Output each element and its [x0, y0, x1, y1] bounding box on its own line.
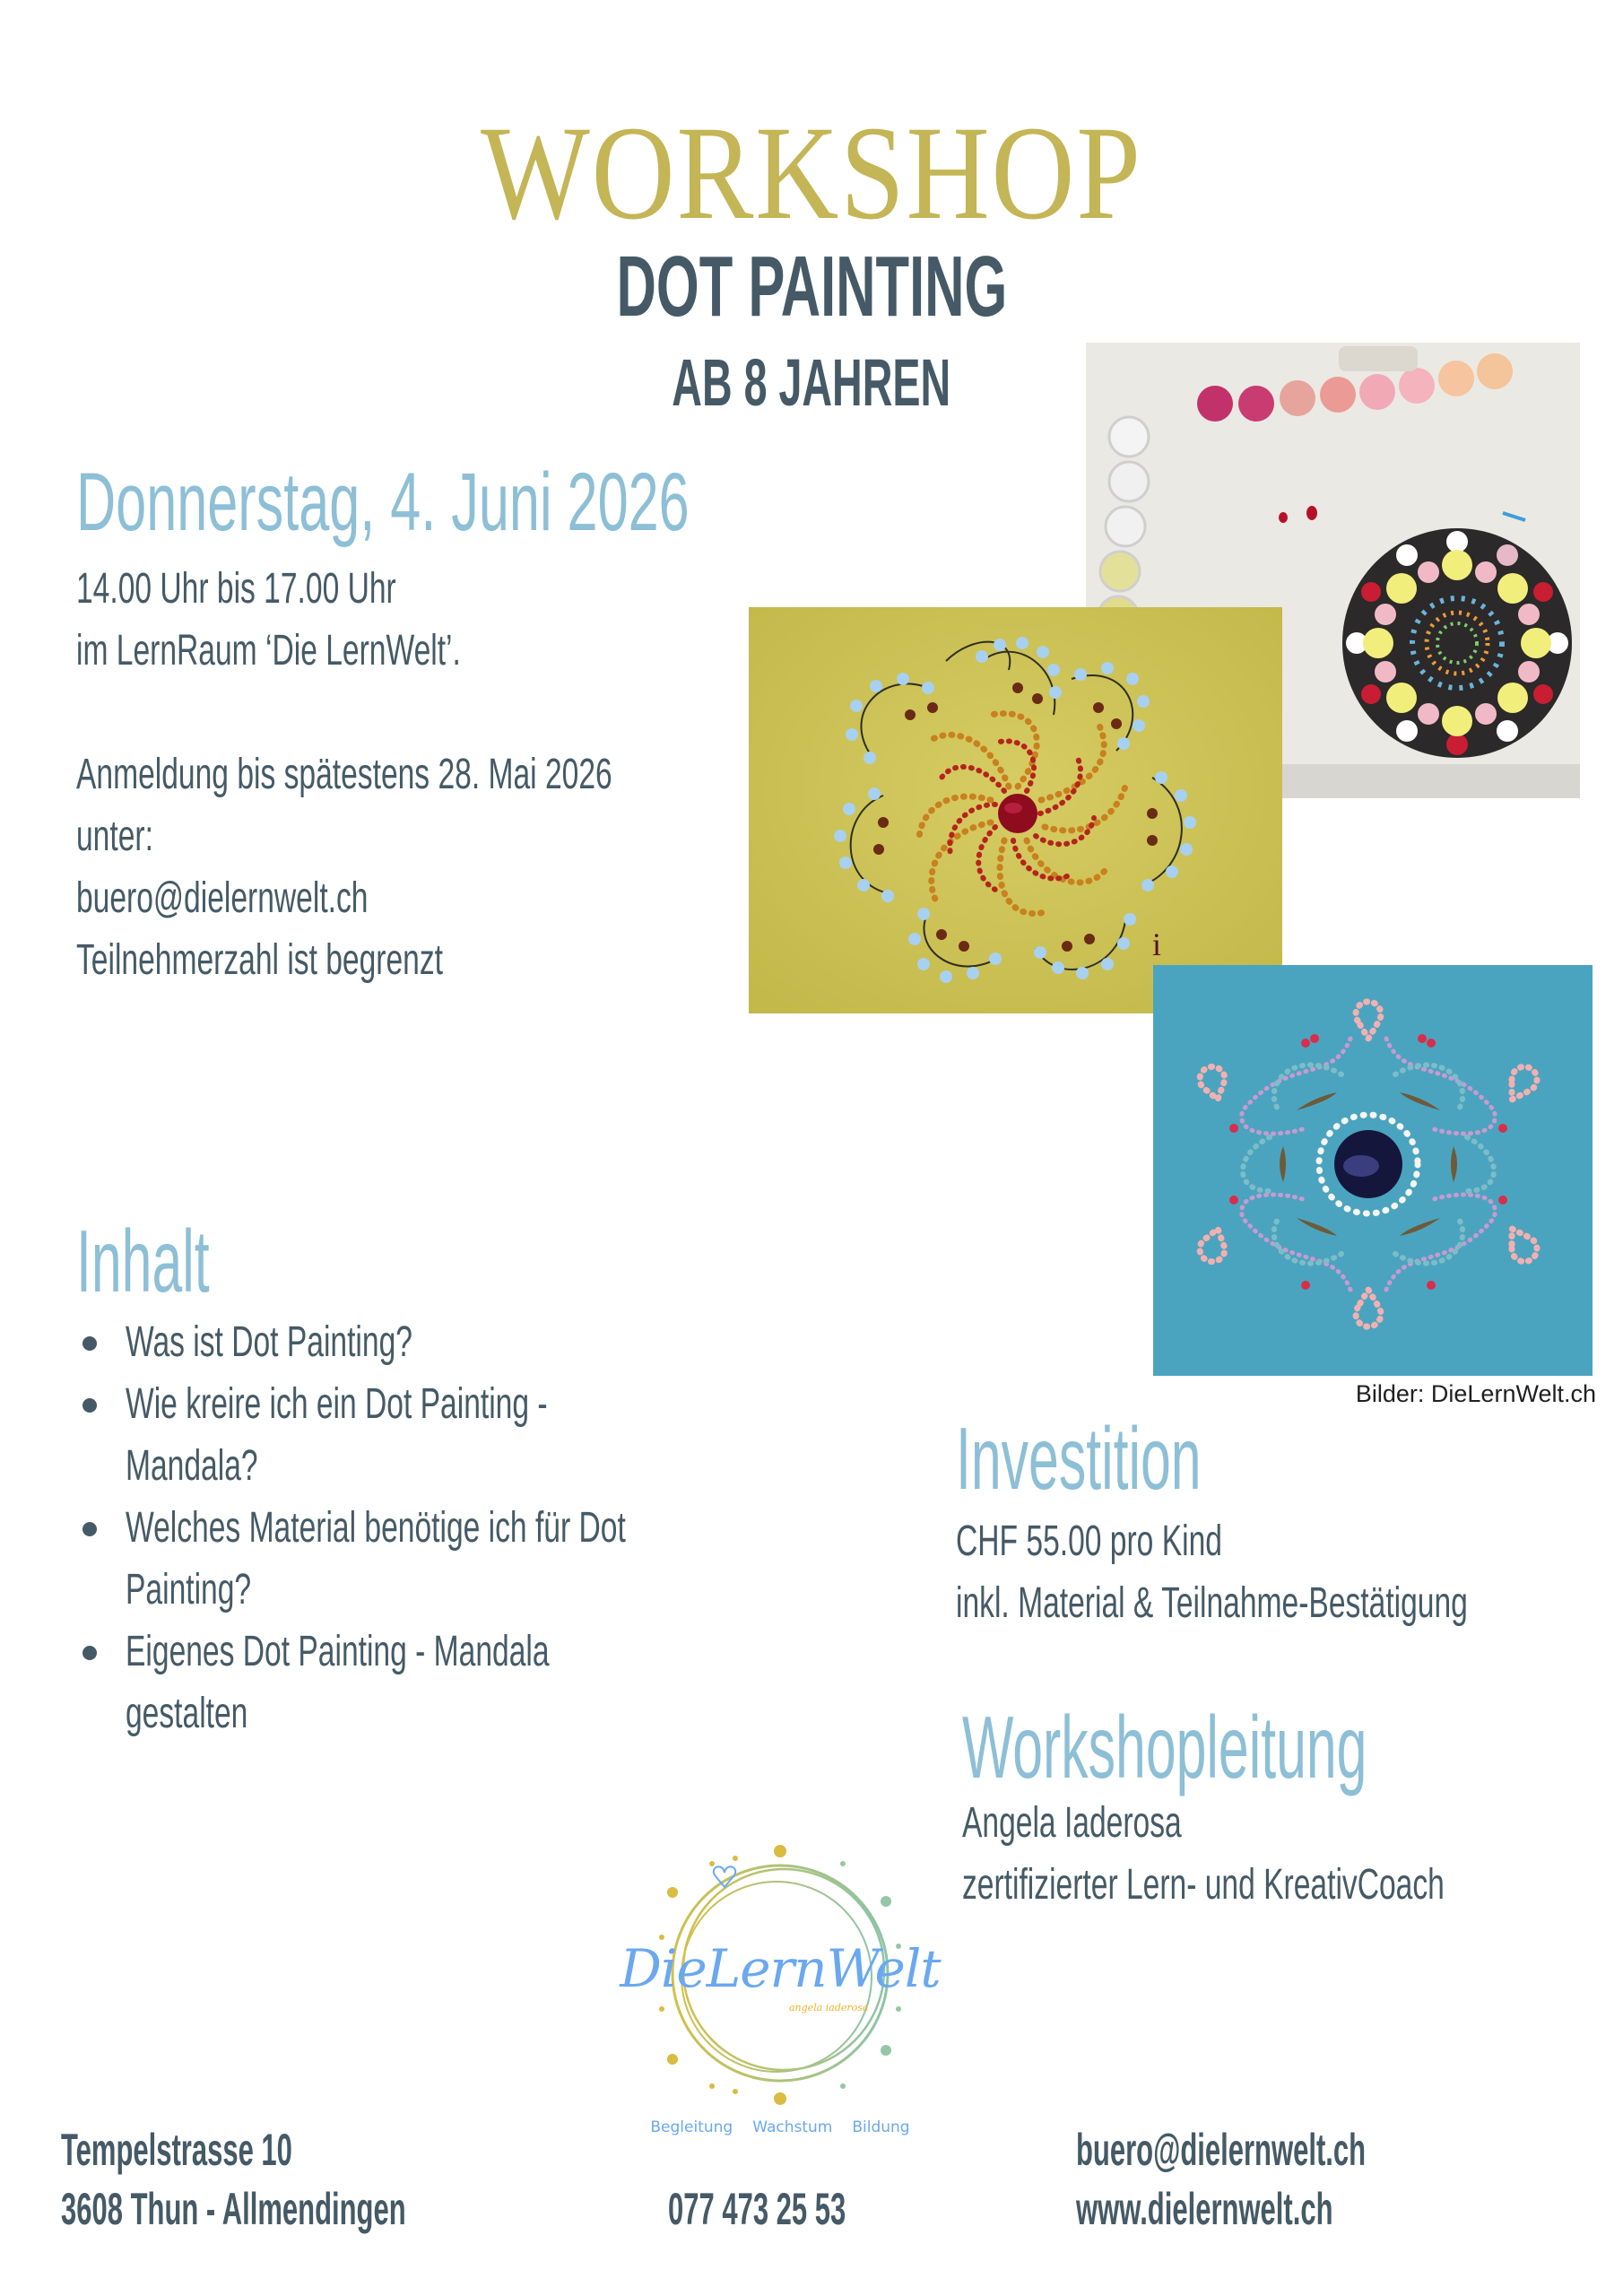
content-item: [0, 1621, 807, 1683]
dielernwelt-logo: [619, 1839, 942, 2144]
leader-heading: Workshopleitung: [962, 1698, 1367, 1796]
header-title: WORKSHOP: [481, 99, 1142, 248]
blue-snowflake-mandala-illustration: [1153, 965, 1593, 1376]
participant-limit-note: Teilnehmerzahl ist begrenzt: [76, 936, 444, 984]
leader-details: [962, 1792, 1623, 1916]
content-item: [0, 1497, 807, 1559]
event-date-wrap: [76, 457, 998, 547]
content-item-text: Painting?: [126, 1566, 252, 1613]
content-list: [0, 1311, 807, 1744]
logo-slogan-item: Begleitung: [650, 2118, 733, 2136]
bullet-icon: [82, 1646, 97, 1660]
content-heading-wrap: [76, 1212, 291, 1310]
registration-unter: unter:: [76, 813, 153, 860]
content-item-continued: [0, 1683, 807, 1744]
content-item-text: Was ist Dot Painting?: [126, 1318, 412, 1366]
logo-slogan-item: Wachstum: [752, 2118, 833, 2136]
photo-yellow-flower-mandala: [749, 607, 1282, 1013]
pricing-heading: Investition: [956, 1409, 1202, 1508]
content-item-text: Mandala?: [126, 1442, 258, 1490]
content-item-text: gestalten: [126, 1690, 248, 1737]
leader-heading-wrap: [962, 1698, 1615, 1796]
leader-name: Angela Iaderosa: [962, 1799, 1182, 1847]
registration-deadline: Anmeldung bis spätestens 28. Mai 2026: [76, 751, 612, 798]
content-item: [0, 1373, 807, 1435]
photo-blue-snowflake-mandala: [1153, 965, 1593, 1376]
registration-email-link[interactable]: buero@dielernwelt.ch: [76, 874, 369, 922]
content-item: [0, 1311, 807, 1373]
content-item-continued: [0, 1559, 807, 1621]
pricing-price: CHF 55.00 pro Kind: [956, 1518, 1222, 1565]
svg-text:i: i: [1152, 926, 1162, 962]
event-time: 14.00 Uhr bis 17.00 Uhr: [76, 565, 396, 613]
pricing-includes: inkl. Material & Teilnahme-Bestätigung: [956, 1579, 1468, 1627]
header-subtitle: DOT PAINTING: [616, 239, 1007, 335]
footer-street: Tempelstrasse 10: [61, 2125, 292, 2175]
header-subtitle-wrap: [0, 239, 1623, 335]
footer-email-link[interactable]: buero@dielernwelt.ch: [1076, 2125, 1367, 2175]
content-item-text: Welches Material benötige ich für Dot: [126, 1504, 626, 1552]
footer-address: [61, 2120, 617, 2239]
logo-slogan-item: Bildung: [852, 2118, 910, 2136]
header-title-wrap: [0, 99, 1623, 248]
logo-slogan: [619, 2118, 942, 2136]
bullet-icon: [82, 1522, 97, 1536]
event-location: im LernRaum ‘Die LernWelt’.: [76, 627, 461, 674]
pricing-heading-wrap: [956, 1409, 1351, 1508]
logo-tagline: angela iaderosa: [789, 2002, 869, 2013]
image-credit-caption: Bilder: DieLernWelt.ch: [1355, 1380, 1596, 1407]
bullet-icon: [82, 1336, 97, 1351]
content-item-text: Wie kreire ich ein Dot Painting -: [126, 1380, 548, 1428]
event-date: Donnerstag, 4. Juni 2026: [76, 457, 690, 548]
pricing-details: [956, 1510, 1623, 1634]
event-details: [76, 558, 842, 991]
content-item-text: Eigenes Dot Painting - Mandala: [126, 1628, 550, 1675]
footer-contact: [1076, 2120, 1543, 2239]
footer-website-link[interactable]: www.dielernwelt.ch: [1076, 2184, 1333, 2234]
bullet-icon: [82, 1398, 97, 1413]
footer-phone-wrap: [668, 2179, 955, 2239]
content-heading: Inhalt: [76, 1212, 210, 1310]
footer-phone-link[interactable]: 077 473 25 53: [668, 2184, 846, 2234]
logo-wordmark: DieLernWelt: [620, 1938, 941, 1999]
content-item-continued: [0, 1435, 807, 1497]
header-age: AB 8 JAHREN: [672, 345, 951, 420]
footer-city: 3608 Thun - Allmendingen: [61, 2184, 406, 2234]
yellow-flower-mandala-illustration: [749, 607, 1282, 1013]
leader-title: zertifizierter Lern- und KreativCoach: [962, 1861, 1445, 1909]
